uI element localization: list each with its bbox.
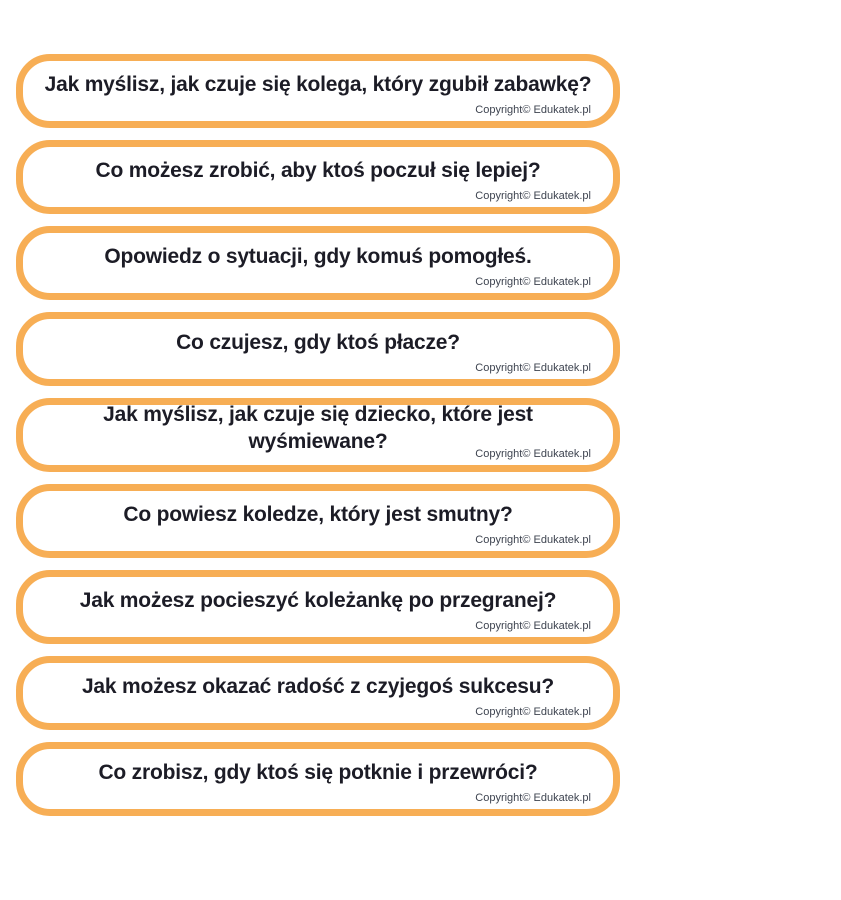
question-text: Jak myślisz, jak czuje się dziecko, które jest wyśmiewane? <box>103 403 533 453</box>
question-card <box>16 742 620 816</box>
question-text: Co powiesz koledze, który jest smutny? <box>123 502 513 526</box>
question-text: Opowiedz o sytuacji, gdy komuś pomogłeś. <box>104 244 532 268</box>
copyright-label: Copyright© Edukatek.pl <box>475 706 591 718</box>
copyright-label: Copyright© Edukatek.pl <box>475 448 591 460</box>
question-card <box>16 140 620 214</box>
question-card <box>16 398 620 472</box>
copyright-label: Copyright© Edukatek.pl <box>475 534 591 546</box>
question-text: Jak możesz okazać radość z czyjegoś sukcesu? <box>81 674 555 698</box>
question-card-list <box>16 54 620 828</box>
copyright-label: Copyright© Edukatek.pl <box>475 276 591 288</box>
question-text: Co zrobisz, gdy ktoś się potknie i przewróci? <box>98 760 538 784</box>
copyright-label: Copyright© Edukatek.pl <box>475 362 591 374</box>
question-text: Jak myślisz, jak czuje się kolega, który zgubił zabawkę? <box>44 72 592 96</box>
question-card <box>16 312 620 386</box>
question-text: Jak możesz pocieszyć koleżankę po przegranej? <box>79 588 557 612</box>
copyright-label: Copyright© Edukatek.pl <box>475 620 591 632</box>
question-card <box>16 226 620 300</box>
copyright-label: Copyright© Edukatek.pl <box>475 190 591 202</box>
copyright-label: Copyright© Edukatek.pl <box>475 792 591 804</box>
question-card <box>16 570 620 644</box>
question-card <box>16 484 620 558</box>
question-text: Co czujesz, gdy ktoś płacze? <box>176 330 460 354</box>
question-card <box>16 54 620 128</box>
question-text: Co możesz zrobić, aby ktoś poczuł się lepiej? <box>95 158 541 182</box>
copyright-label: Copyright© Edukatek.pl <box>475 104 591 116</box>
question-card <box>16 656 620 730</box>
